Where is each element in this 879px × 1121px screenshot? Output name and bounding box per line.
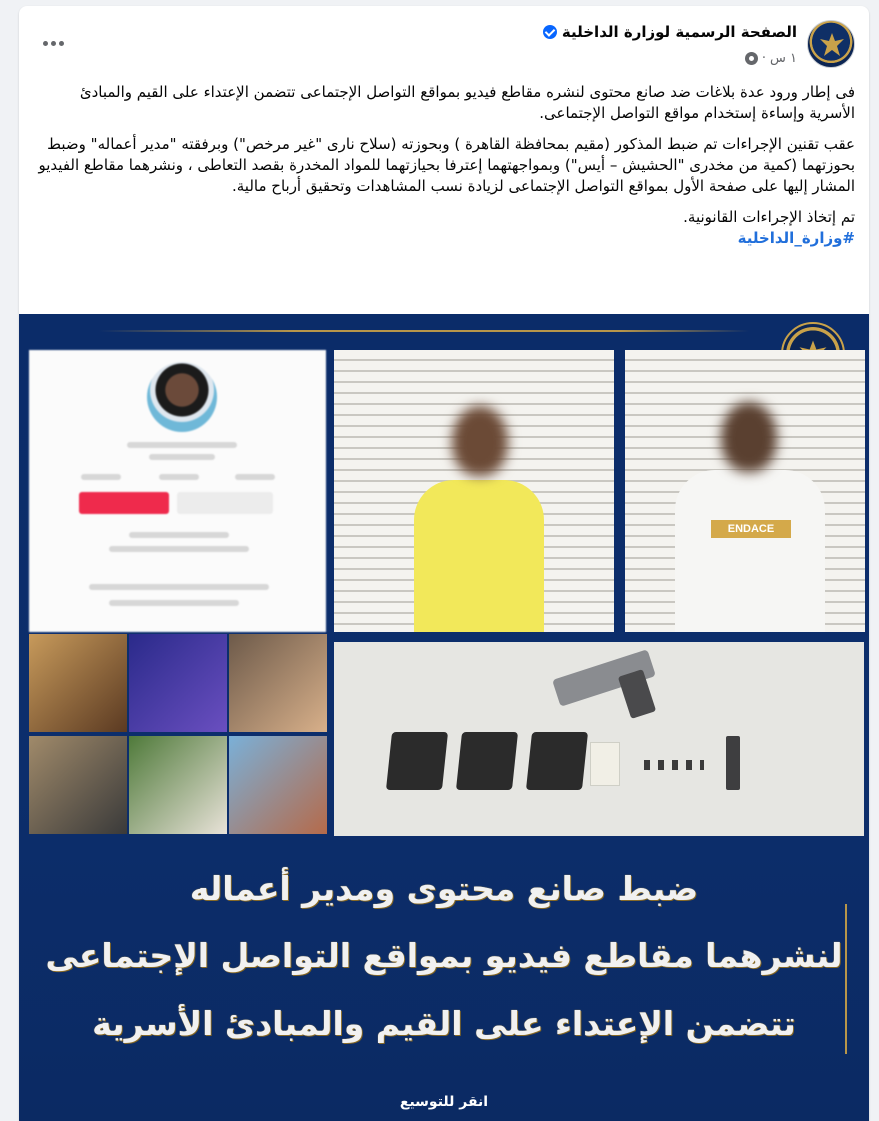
- post-meta: [745, 51, 797, 66]
- post-time[interactable]: ١ س: [770, 51, 797, 66]
- page-name[interactable]: الصفحة الرسمية لوزارة الداخلية: [561, 23, 797, 41]
- message-button-blurred: [177, 492, 273, 514]
- globe-gear-icon[interactable]: [745, 52, 758, 65]
- post-paragraph-2: عقب تقنين الإجراءات تم ضبط المذكور (مقيم بمحافظة القاهرة ) وبحوزته (سلاح نارى "غير مرخص") وبرفقته "مدير أعماله" وضبط بحوزتهما (كمية من مخدرى "الحشيش – أيس") وبمواجهتهما إعترفا بحيازتهما للمواد المخدرة بقصد التعاطى ، ونشرهما مقاطع الفيديو المشار إليها على صفحة الأول بمواقع التواصل الإجتماعى لزيادة نسب المشاهدات وتحقيق أرباح مالية.: [38, 135, 855, 195]
- post-card: [19, 6, 869, 1121]
- more-icon: [59, 41, 64, 46]
- page-name-link[interactable]: [543, 23, 797, 41]
- image-caption-3: تتضمن الإعتداء على القيم والمبادئ الأسرية: [92, 1004, 796, 1043]
- profile-screenshot: [29, 350, 326, 632]
- seized-items-photo: [334, 642, 864, 836]
- post-image[interactable]: [19, 314, 869, 1121]
- page-avatar[interactable]: [807, 20, 855, 68]
- suspect-photo-2: [625, 350, 865, 632]
- profile-picture: [147, 362, 217, 432]
- image-caption-2: لنشرهما مقاطع فيديو بمواقع التواصل الإجتماعى: [45, 936, 843, 975]
- post-paragraph-3: تم إتخاذ الإجراءات القانونية.: [683, 208, 855, 226]
- hashtag-link[interactable]: #وزارة_الداخلية: [737, 229, 855, 247]
- meta-dot: ·: [761, 51, 766, 66]
- follow-button-blurred: [79, 492, 169, 514]
- post-text: [33, 82, 855, 249]
- shirt-logo: ENDACE: [711, 520, 791, 538]
- image-caption-1: ضبط صانع محتوى ومدير أعماله: [189, 869, 699, 908]
- more-options-button[interactable]: [33, 30, 73, 56]
- bullets: [644, 760, 704, 770]
- post-paragraph-1: فى إطار ورود عدة بلاغات ضد صانع محتوى لنشره مقاطع فيديو بمواقع التواصل الإجتماعى تتضمن الإعتداء على القيم والمبادئ الأسرية وإساءة إستخدام مواقع التواصل الإجتماعى.: [79, 83, 855, 122]
- click-to-expand-label[interactable]: انقر للتوسيع: [399, 1094, 489, 1110]
- video-grid: [29, 634, 326, 834]
- post-header: [19, 6, 869, 76]
- gold-divider: [99, 330, 749, 332]
- ministry-logo-icon: [816, 29, 848, 61]
- verified-icon: [543, 25, 557, 39]
- drug-package: [590, 742, 620, 786]
- suspect-photo-1: [334, 350, 614, 632]
- magazine: [726, 736, 740, 790]
